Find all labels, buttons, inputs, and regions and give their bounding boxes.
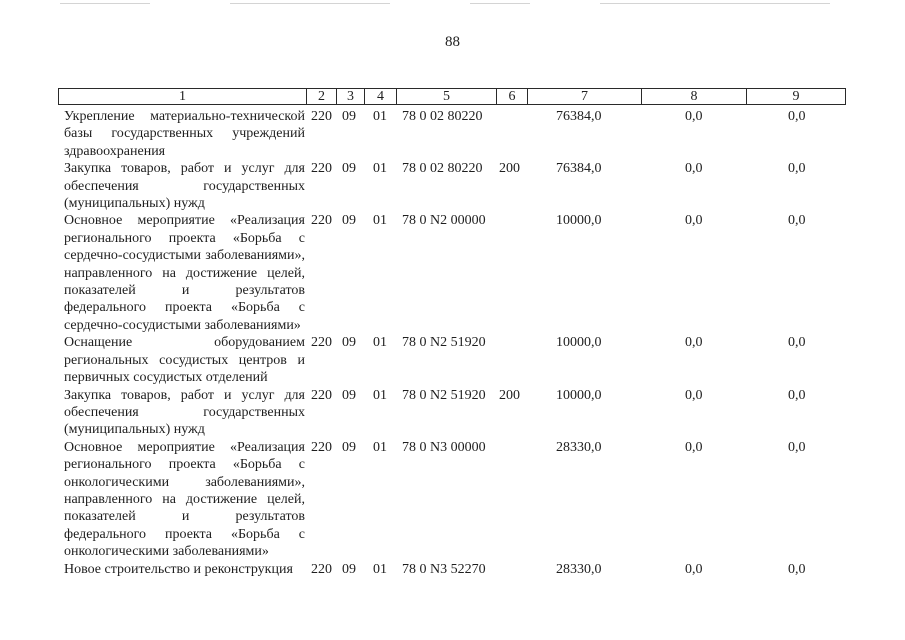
table-header [58, 88, 846, 105]
row-col-5: 78 0 N2 51920 [402, 335, 486, 351]
row-col-7: 76384,0 [556, 109, 602, 124]
row-col-8: 0,0 [685, 561, 703, 577]
row-col-3: 09 [342, 335, 356, 351]
row-col-4: 01 [373, 161, 387, 177]
row-col-8: 0,0 [685, 439, 703, 455]
header-col-7: 7 [528, 89, 642, 104]
header-col-5: 5 [397, 89, 497, 104]
row-col-2: 220 [311, 387, 332, 403]
row-col-6: 200 [499, 161, 520, 177]
row-col-5: 78 0 N2 00000 [402, 213, 486, 229]
row-col-7: 28330,0 [556, 561, 602, 577]
row-col-4: 01 [373, 439, 387, 455]
table-row [0, 334, 905, 386]
row-col-3: 09 [342, 109, 356, 124]
row-col-9: 0,0 [788, 439, 806, 455]
row-description: Основное мероприятие «Реализация регионального проекта «Борьба с онкологическими заболеваниями», направленного на достижение целей, показателей и результатов федерального проекта «Борьба с онкологическими заболеваниями» [64, 439, 305, 560]
table-row [0, 108, 905, 160]
header-col-4: 4 [365, 89, 397, 104]
row-col-9: 0,0 [788, 161, 806, 177]
row-col-3: 09 [342, 213, 356, 229]
row-col-9: 0,0 [788, 561, 806, 577]
header-col-9: 9 [792, 89, 800, 104]
row-col-7: 10000,0 [556, 213, 602, 229]
table-row [0, 387, 905, 439]
row-description: Новое строительство и реконструкция [64, 561, 293, 577]
row-description: Оснащение оборудованием региональных сосудистых центров и первичных сосудистых отделений [64, 335, 305, 386]
row-description: Укрепление материально-технической базы государственных учреждений здравоохранения [64, 109, 305, 159]
row-col-8: 0,0 [685, 161, 703, 177]
row-col-8: 0,0 [685, 109, 703, 124]
row-col-2: 220 [311, 213, 332, 229]
row-col-4: 01 [373, 109, 387, 124]
row-col-6: 200 [499, 387, 520, 403]
header-col-8: 8 [642, 89, 747, 104]
header-col-3: 3 [337, 89, 365, 104]
row-col-5: 78 0 N3 00000 [402, 439, 486, 455]
row-col-7: 28330,0 [556, 439, 602, 455]
row-col-9: 0,0 [788, 335, 806, 351]
scan-artifact-line [470, 3, 530, 4]
row-col-7: 10000,0 [556, 335, 602, 351]
row-col-9: 0,0 [788, 387, 806, 403]
header-col-6: 6 [497, 89, 528, 104]
row-col-4: 01 [373, 335, 387, 351]
row-col-3: 09 [342, 561, 356, 577]
page-number: 88 [445, 34, 460, 50]
row-col-8: 0,0 [685, 335, 703, 351]
row-col-5: 78 0 02 80220 [402, 109, 483, 124]
header-col-1: 1 [59, 89, 307, 104]
row-col-9: 0,0 [788, 213, 806, 229]
row-col-3: 09 [342, 387, 356, 403]
row-col-8: 0,0 [685, 213, 703, 229]
row-col-3: 09 [342, 439, 356, 455]
row-description: Закупка товаров, работ и услуг для обеспечения государственных (муниципальных) нужд [64, 161, 305, 212]
row-description: Закупка товаров, работ и услуг для обеспечения государственных (муниципальных) нужд [64, 387, 305, 438]
row-col-2: 220 [311, 335, 332, 351]
table-row [0, 160, 905, 212]
scan-artifact-line [600, 3, 830, 4]
table-row [0, 212, 905, 334]
row-col-3: 09 [342, 161, 356, 177]
row-col-4: 01 [373, 213, 387, 229]
table-body [0, 108, 905, 578]
row-col-4: 01 [373, 387, 387, 403]
table-row [0, 439, 905, 561]
row-col-2: 220 [311, 109, 332, 124]
row-col-7: 76384,0 [556, 161, 602, 177]
row-col-2: 220 [311, 161, 332, 177]
row-col-5: 78 0 N3 52270 [402, 561, 486, 577]
scan-artifact-line [230, 3, 390, 4]
row-col-8: 0,0 [685, 387, 703, 403]
row-col-9: 0,0 [788, 109, 806, 124]
table-row [0, 561, 905, 578]
row-col-2: 220 [311, 561, 332, 577]
row-col-7: 10000,0 [556, 387, 602, 403]
row-col-2: 220 [311, 439, 332, 455]
row-col-5: 78 0 02 80220 [402, 161, 483, 177]
row-col-4: 01 [373, 561, 387, 577]
header-col-2: 2 [307, 89, 337, 104]
row-col-5: 78 0 N2 51920 [402, 387, 486, 403]
row-description: Основное мероприятие «Реализация регионального проекта «Борьба с сердечно-сосудистыми заболеваниями», направленного на достижение целей, показателей и результатов федерального проекта «Борьба с сердечно-сосудистыми заболеваниями» [64, 213, 305, 333]
scan-artifact-line [60, 3, 150, 4]
